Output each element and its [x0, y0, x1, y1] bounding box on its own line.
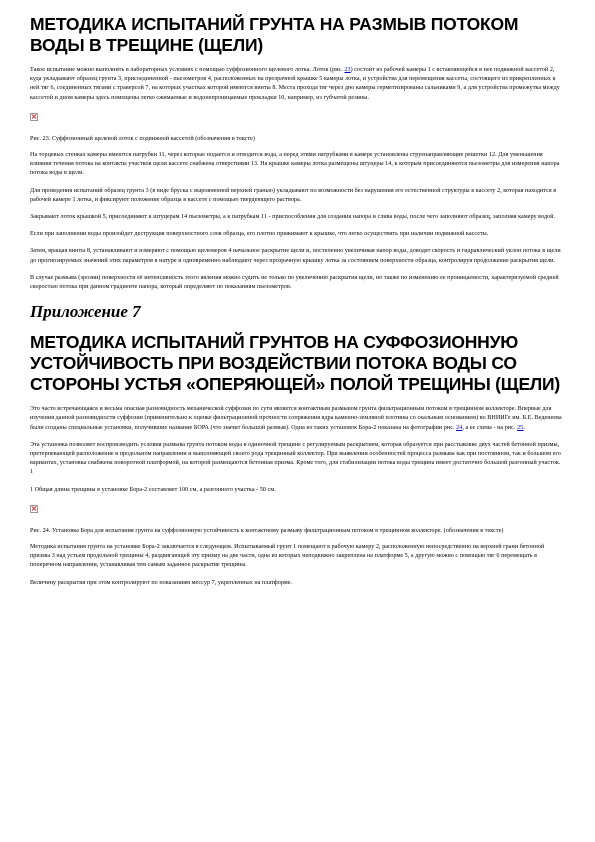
- text: , а ее схема - на рис.: [462, 424, 518, 431]
- paragraph-screws: Затем, вращая винты 8, устанавливают и измеряют с помощью щелемеров 4 начальное раскрытие щели и, постепенно увеличивая напор воды, доводят скорость и гидравлический уклон потока в щели до прогнозируемых значений этих параметров в натуре и одновременно наблюдают через прозрачную крышку лотка за состоянием поверхности образца, контролируя продолжение раскрытия щели.: [30, 248, 561, 264]
- appendix-heading: Приложение 7: [30, 302, 141, 322]
- figure-link-25[interactable]: 25: [517, 424, 524, 431]
- paragraph-lotok-description: [30, 66, 565, 103]
- section-title-1: МЕТОДИКА ИСПЫТАНИЙ ГРУНТА НА РАЗМЫВ ПОТОКОМ ВОДЫ В ТРЕЩИНЕ (ЩЕЛИ): [30, 14, 519, 55]
- section-title-2: МЕТОДИКА ИСПЫТАНИЙ ГРУНТОВ НА СУФФОЗИОННУЮ УСТОЙЧИВОСТЬ ПРИ ВОЗДЕЙСТВИИ ПОТОКА ВОДЫ СО СТОРОНЫ УСТЬЯ «ОПЕРЯЮЩЕЙ» ПОЛОЙ ТРЕЩИНЫ (ЩЕЛИ): [30, 332, 561, 395]
- text: .: [523, 424, 525, 431]
- broken-image-icon: [30, 505, 38, 513]
- text: Такое испытание можно выполнить в лабораторных условиях с помощью суффозионного щелевого лотка. Лоток (рис.: [30, 67, 345, 73]
- paragraph-method: Методика испытания грунта на установке Бора-2 заключается в следующем. Испытываемый грунт 1 помещают в рабочую камеру 2, расположенную непосредственно на верхней грани бетонной призмы 3 над устьем продольной трещины 4, раздвигающей эту призму на две части, одна из которых неподвижно закреплена на платформе 5, а другую можно с помощью тяг 6 перемещать в поперечном направлении, устанавливая тем самым заданное раскрытие трещины.: [30, 544, 545, 569]
- paragraph-destruction: Если при заполнении воды произойдет деструкция поверхностного слоя образца, его плотно прижимают к крышке, что легко осуществить при наличии подвижной кассеты.: [30, 231, 489, 238]
- figure-link-23[interactable]: 23: [344, 67, 351, 73]
- paragraph-footnote: 1 Общая длина трещины в установке Бора-2 составляет 100 см, а разгонного участка - 50 см.: [30, 486, 276, 493]
- text: Это часто встречающаяся и весьма опасная разновидность механической суффозии по сути является контактным размывом грунта фильтрационным потоком в трещинном коллекторе. Впервые для изучения данной разновидности суффозии (применительно к оценке фильтрационной прочности сопряжения ядра каменно-земляной плотины со скальным основанием) во ВНИИГе им. Б.Е. Веденеева были созданы специальные установки, получившие название БОРА (что значит большой размыв). Одна из таких установок Бора-2 показана на фотографии рис.: [30, 406, 562, 431]
- paragraph-prep: Для проведения испытаний образец грунта 3 (в виде бруска с выровненной верхней гранью) укладывают по возможности без нарушения его естественной структуры в кассету 2, которая находится в рабочей камере 1 лотка, и фиксируют положение образца в кассете с помощью твердеющего раствора.: [30, 187, 557, 203]
- paragraph-installation: Эта установка позволяет воспроизводить условия размыва грунта потоком воды в одиночной трещине с регулируемым раскрытием, которая образуется при расстыковке двух частей бетонной призмы, претерпевающей расположение в продольном направлении и выполняющей своего рода трещинный коллектор. При выявлении особенностей процесса размыва как при постоянном, так и большом его вариантах, установка снабжена поворотной платформой, на которой размещаются бетонная призма. Кроме того, для стабилизации потока воды трещина имеет достаточно большой разгонный участок. 1: [30, 441, 561, 476]
- paragraph-messury: Величину раскрытия при этом контролируют по показаниям мессур 7, укрепленных на платформе.: [30, 579, 293, 586]
- figure-caption-24: Рис. 24. Установка Бора для испытания грунта на суффозионную устойчивость к контактному размыву фильтрационным потоком в трещинном коллекторе. (обозначения в тексте): [30, 527, 504, 534]
- broken-image-icon: [30, 113, 38, 121]
- text: ) состоит из рабочей камеры 1 с вставляющейся в нее подвижной кассетой 2, куда укладывают образец грунта 3, присоединенной - пьезометров 4, расположенных на прозрачной крышке 5 камеры лотка, и устройства для перемещения кассеты, состоящего из прикрепленных к ней тяг 6, соединенных тягами с траверсой 7, на которых участках которой имеются винты 8. Места прохода тяг через дно камеры герметизированы сальниками 9, а для устройства промежутка между кассетой и дном камеры здесь помещены легко сжимаемые и водонепроницаемые прокладки 10, например, из губчатой резины.: [30, 67, 560, 101]
- figure-link-24[interactable]: 24: [456, 424, 463, 431]
- paragraph-close-lotok: Закрывают лоток крышкой 5, присоединяют к штуцерам 14 пьезометры, а к патрубкам 11 - приспособления для создания напора и слива воды, после чего заполняют образец, заполняя камеру водой.: [30, 214, 556, 221]
- paragraph-erosion: В случае размыва (эрозии) поверхности её интенсивность этого явления можно судить не только по увеличению раскрытия щели, но также по изменению ее проницаемости, характеризуемой средней скоростью потока при данном градиенте напора, который определяют по показаниям пьезометров.: [30, 274, 559, 291]
- paragraph-patrubki: На торцевых стенках камеры имеются патрубки 11, через которые подается и отводится вода, а перед этими патрубками в камере установлены струенаправляющие решетки 12. Для уменьшения влияния течения потока на контакты участков щели кассете снабжена отверстиями 13. На крышке камеры лотка размещены штуцеры 14, к которым присоединяются пьезометры для измерения напора потока воды в щели.: [30, 152, 560, 177]
- figure-23-placeholder: [30, 111, 565, 135]
- figure-24-placeholder: [30, 503, 565, 527]
- figure-caption-23: Рис. 23. Суффозионный щелевой лоток с подвижной кассетой (обозначения в тексте): [30, 135, 255, 142]
- paragraph-suffosion-intro: [30, 405, 565, 433]
